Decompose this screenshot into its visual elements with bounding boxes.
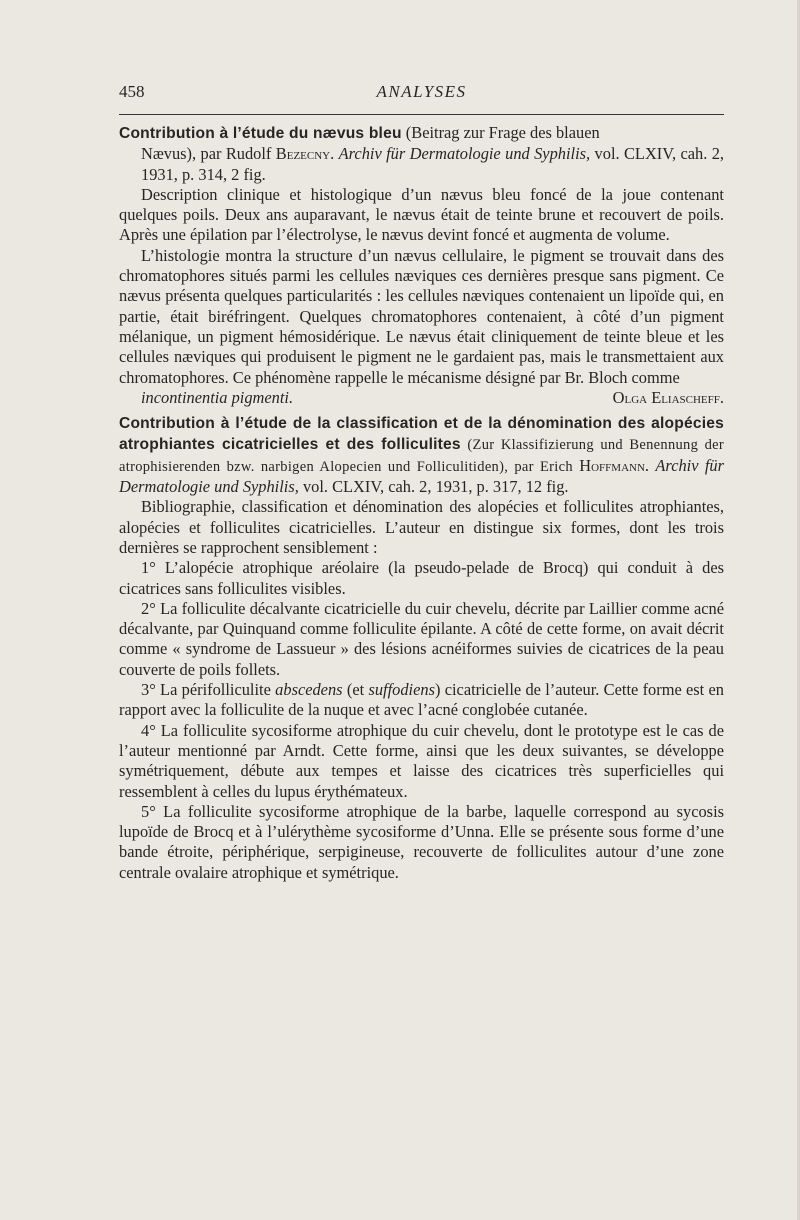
article-1-journal: Archiv für Dermatologie und Syphilis, <box>338 144 591 164</box>
article-1-paragraph-1: Description clinique et histologique d’un nævus bleu foncé de la joue contenant quelques poils. Deux ans auparavant, le nævus était de teinte brune et recouvert de poils. Après une épilation par l’électrolyse, le nævus devint foncé et augmenta de volume. <box>119 184 724 245</box>
article-2-ref-a: (Zur Klassifizierung und Benennung der atrophisierenden bzw. narbigen Alopecien und Folliculitiden), par Erich <box>119 437 724 475</box>
header-rule <box>119 114 724 115</box>
abscedens-term: abscedens <box>275 680 343 700</box>
article-1-closing-line <box>119 388 724 408</box>
article-2-reference <box>119 413 724 497</box>
article-1-reference <box>119 123 724 185</box>
article-2-author: Hoffmann <box>579 455 645 475</box>
article-2-title: Contribution à l’étude de la classification et de la dénomination des alopécies atrophiantes cicatricielles et des folliculites <box>119 415 724 454</box>
article-1-ref-line-1 <box>119 123 724 144</box>
article-2-paragraph-3: 2° La folliculite décalvante cicatricielle du cuir chevelu, décrite par Laillier comme acné décalvante, par Quinquand comme folliculite épilante. A côté de cette forme, on avait décrit comme « syndrome de Lassueur » des lésions acnéiformes suivies de cicatrices de la peau couverte de poils follets. <box>119 598 724 679</box>
article-1-author: Bezecny <box>275 144 331 164</box>
article-2-ref-line-1: Contribution à l’étude de la classification et de la dénomination des alopécies atrophiantes cicatricielles et des folliculites (Zur Klassifizierung und Benennung der atrophisierenden bzw. narbigen Alopecien und Folliculitiden), par Erich Hoffmann. Archiv für Dermatologie und Syphilis, vol. CLXIV, cah. 2, 1931, p. 317, 12 fig. <box>119 415 724 497</box>
article-1-ref-a: (Beitrag zur Frage des blauen <box>405 123 600 142</box>
article-1-title: Contribution à l’étude du nævus bleu <box>119 125 402 142</box>
article-1-paragraph-2-text: L’histologie montra la structure d’un nævus cellulaire, le pigment se trouvait dans des chromatophores situés parmi les cellules næviques ces dernières presque sans pigment. Ce nævus présenta quelques particularités : les cellules næviques contenaient un lipoïde qui, en partie, était biréfringent. Quelques chromatophores contenaient, à côté d’un pigment mélanique, un pigment hémosidérique. Le nævus était cliniquement de teinte bleue et les cellules næviques qui produisent le pigment ne le gardaient pas, mais le transmettaient aux chromatophores. Ce phénomène rappelle le mécanisme désigné par Br. Bloch comme <box>119 245 724 387</box>
article-1-signature: Olga Eliascheff. <box>612 387 724 407</box>
article-2-paragraph-6: 5° La folliculite sycosiforme atrophique de la barbe, laquelle correspond au sycosis lupoïde de Brocq et à l’ulérythème sycosiforme d’Unna. Elle se présente sous forme d’une bande étroite, périphérique, serpigineuse, recouverte de folliculites autour d’une zone centrale ovalaire atrophique et symétrique. <box>119 801 724 882</box>
article-2-journal: Archiv für Dermatologie und Syphilis, <box>119 455 724 497</box>
running-header <box>119 82 724 106</box>
text-column <box>119 123 724 883</box>
article-1-paragraph-2 <box>119 246 724 388</box>
article-2-paragraph-2: 1° L’alopécie atrophique aréolaire (la pseudo-pelade de Brocq) qui conduit à des cicatrices sans folliculites visibles. <box>119 558 724 598</box>
article-1-ref-c: vol. CLXIV, cah. 2, 1931, p. 314, 2 fig. <box>141 144 725 184</box>
suffodiens-term: suffodiens <box>368 680 435 700</box>
article-1-incontinentia: incontinentia pigmenti. <box>141 387 294 407</box>
article-1-ref-line-2: Nævus), par Rudolf Bezecny. Archiv für Dermatologie und Syphilis, vol. CLXIV, cah. 2, 1931, p. 314, 2 fig. <box>141 144 725 184</box>
article-2-ref-c: vol. CLXIV, cah. 2, 1931, p. 317, 12 fig. <box>302 477 569 497</box>
article-2-paragraph-1: Bibliographie, classification et dénomination des alopécies et folliculites atrophiantes, alopécies et folliculites cicatricielles. L’auteur en distingue six formes, dont les trois dernières se rapprochent sensiblement : <box>119 497 724 557</box>
page-number: 458 <box>119 82 145 101</box>
article-2-paragraph-4: 3° La périfolliculite abscedens (et suffodiens) cicatricielle de l’auteur. Cette forme est en rapport avec la folliculite de la nuque et avec l’acné conglobée cutanée. <box>119 680 724 720</box>
article-1-ref-b: Nævus), par Rudolf <box>141 144 272 164</box>
article-2-paragraph-5: 4° La folliculite sycosiforme atrophique du cuir chevelu, dont le prototype est le cas de l’auteur mentionné par Arndt. Cette forme, ainsi que les deux suivantes, se développe symétriquement, débute aux tempes et laisse des cicatrices très superficielles qui ressemblent à celles du lupus érythémateux. <box>119 720 724 801</box>
section-title: ANALYSES <box>376 82 467 101</box>
